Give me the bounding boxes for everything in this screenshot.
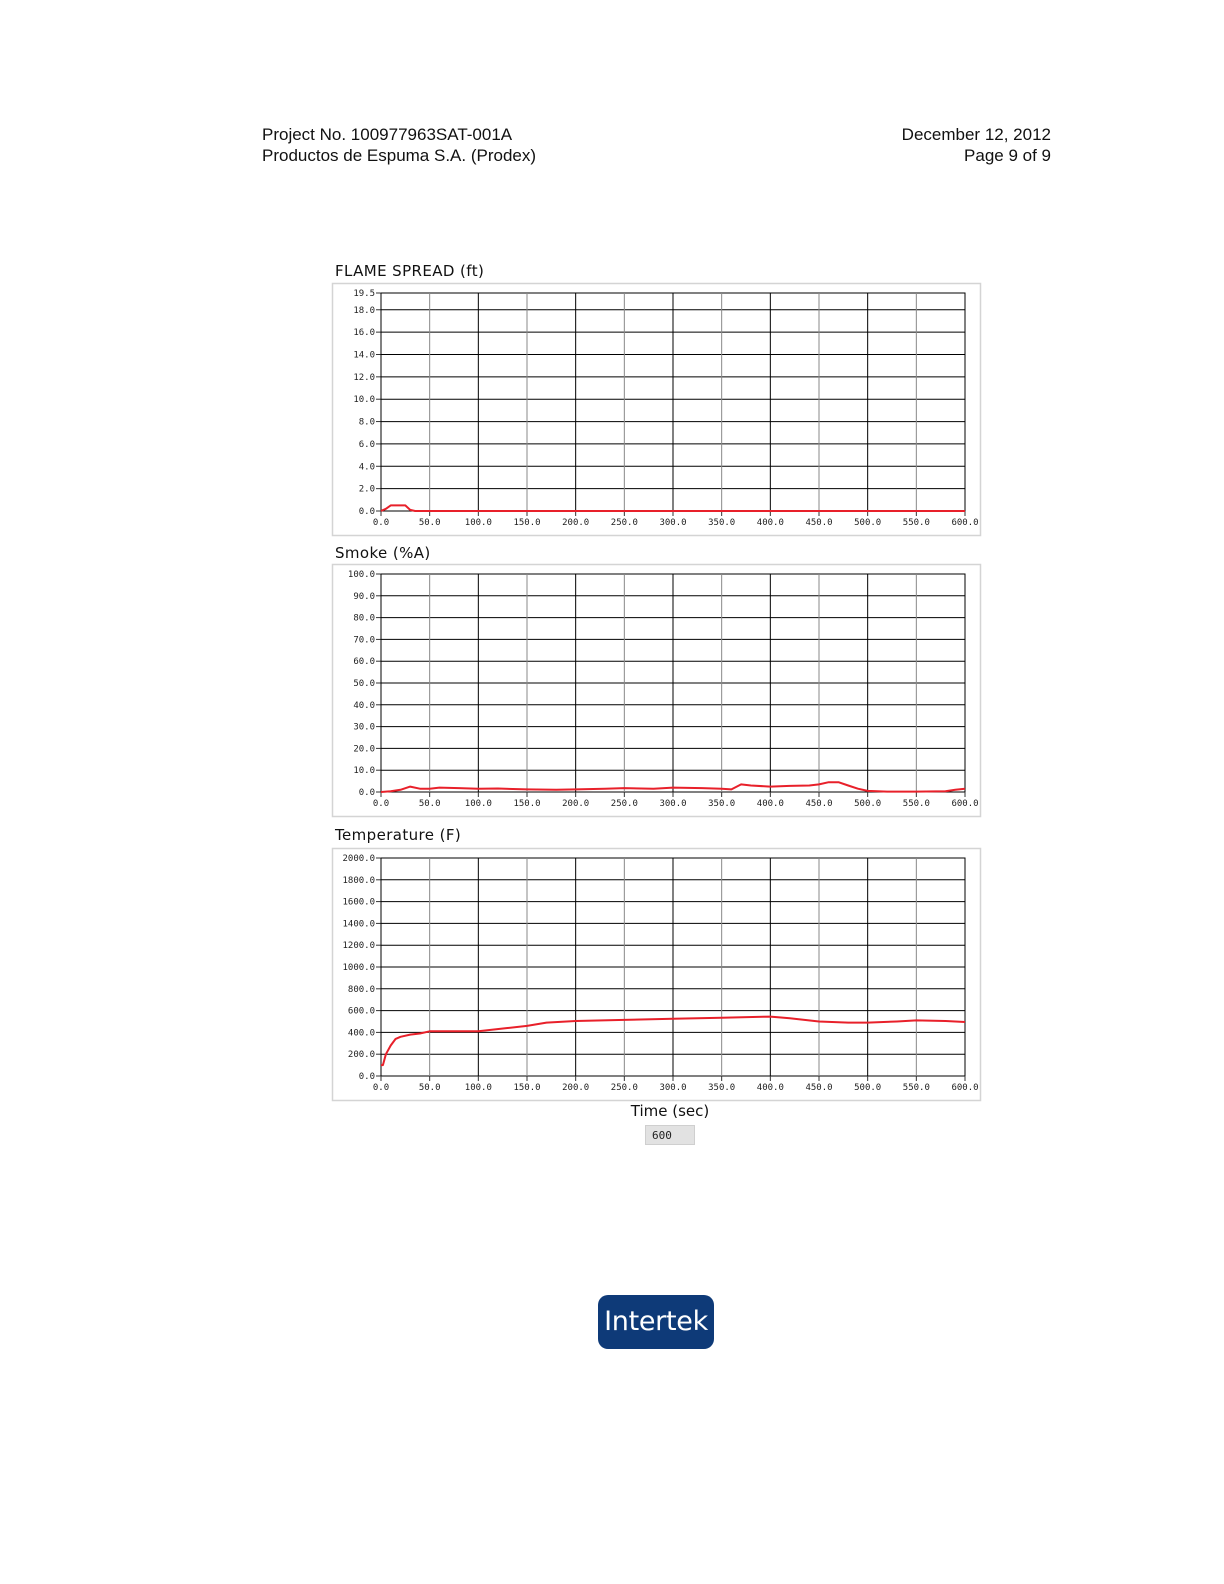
y-tick-label: 10.0 (353, 766, 375, 777)
x-axis-label: Time (sec) (630, 1102, 710, 1120)
header-right (860, 124, 1051, 166)
x-tick-label: 450.0 (805, 1083, 833, 1093)
x-tick-label: 150.0 (513, 518, 541, 528)
x-tick-label: 150.0 (513, 799, 541, 809)
x-tick-label: 0.0 (372, 1083, 390, 1093)
y-tick-label: 1400.0 (342, 919, 375, 930)
x-tick-label: 500.0 (854, 1083, 882, 1093)
x-tick-label: 400.0 (756, 799, 784, 809)
x-tick-label: 50.0 (418, 1083, 441, 1093)
y-tick-label: 1600.0 (342, 897, 375, 908)
x-tick-label: 250.0 (610, 799, 638, 809)
y-tick-label: 0.0 (358, 507, 375, 517)
x-tick-label: 350.0 (708, 799, 736, 809)
x-tick-label: 200.0 (562, 518, 590, 528)
x-tick-label: 200.0 (562, 1083, 590, 1093)
x-tick-label: 100.0 (464, 518, 492, 528)
y-tick-label: 800.0 (347, 984, 375, 995)
y-tick-label: 70.0 (353, 635, 375, 646)
smoke-chart (332, 564, 981, 817)
y-tick-label: 0.0 (358, 788, 375, 798)
y-tick-label: 1000.0 (342, 963, 375, 973)
y-tick-label: 4.0 (358, 462, 375, 473)
x-tick-label: 50.0 (418, 799, 441, 809)
x-tick-label: 400.0 (756, 1083, 784, 1093)
x-tick-label: 600.0 (951, 799, 979, 809)
x-tick-label: 350.0 (708, 518, 736, 528)
x-tick-label: 250.0 (610, 518, 638, 528)
y-tick-label: 16.0 (353, 328, 375, 339)
y-tick-label: 1200.0 (342, 941, 375, 952)
y-tick-label: 14.0 (353, 350, 375, 361)
smoke-title: Smoke (%A) (335, 544, 431, 562)
x-tick-label: 150.0 (513, 1083, 541, 1093)
y-tick-label: 60.0 (353, 657, 375, 668)
y-tick-label: 80.0 (353, 613, 375, 624)
y-tick-label: 30.0 (353, 722, 375, 733)
temperature-title: Temperature (F) (335, 826, 462, 844)
temperature-chart (332, 848, 981, 1101)
x-tick-label: 300.0 (659, 518, 687, 528)
y-tick-label: 20.0 (353, 744, 375, 755)
y-tick-label: 200.0 (347, 1050, 375, 1061)
x-tick-label: 450.0 (805, 799, 833, 809)
x-tick-label: 0.0 (372, 518, 390, 528)
x-tick-label: 300.0 (659, 799, 687, 809)
page-number: Page 9 of 9 (964, 146, 1051, 165)
x-tick-label: 100.0 (464, 1083, 492, 1093)
x-tick-label: 350.0 (708, 1083, 736, 1093)
x-tick-label: 550.0 (902, 799, 930, 809)
x-tick-label: 500.0 (854, 518, 882, 528)
x-tick-label: 600.0 (951, 1083, 979, 1093)
y-tick-label: 40.0 (353, 700, 375, 711)
y-tick-label: 90.0 (353, 591, 375, 602)
y-tick-label: 6.0 (358, 439, 375, 450)
x-tick-label: 200.0 (562, 799, 590, 809)
y-tick-label: 2000.0 (342, 854, 375, 864)
y-tick-label: 1800.0 (342, 875, 375, 886)
y-tick-label: 100.0 (347, 570, 375, 580)
time-display-field: 600 (645, 1125, 695, 1145)
y-tick-label: 2.0 (358, 484, 375, 495)
x-tick-label: 100.0 (464, 799, 492, 809)
x-tick-label: 400.0 (756, 518, 784, 528)
y-tick-label: 0.0 (358, 1072, 375, 1082)
x-tick-label: 50.0 (418, 518, 441, 528)
header-left (262, 124, 536, 166)
y-tick-label: 600.0 (347, 1006, 375, 1017)
x-tick-label: 300.0 (659, 1083, 687, 1093)
y-tick-label: 50.0 (353, 679, 375, 689)
client-name: Productos de Espuma S.A. (Prodex) (262, 146, 537, 165)
flame-spread-chart (332, 283, 981, 536)
flame-spread-title: FLAME SPREAD (ft) (335, 262, 485, 280)
y-tick-label: 8.0 (358, 417, 375, 428)
y-tick-label: 12.0 (353, 372, 375, 383)
y-tick-label: 19.5 (353, 289, 375, 299)
intertek-logo: Intertek (598, 1295, 714, 1349)
y-tick-label: 400.0 (347, 1028, 375, 1039)
y-tick-label: 18.0 (353, 305, 375, 316)
report-date: December 12, 2012 (901, 125, 1051, 144)
x-tick-label: 500.0 (854, 799, 882, 809)
x-tick-label: 600.0 (951, 518, 979, 528)
x-tick-label: 250.0 (610, 1083, 638, 1093)
project-number: Project No. 100977963SAT-001A (262, 125, 513, 144)
x-tick-label: 550.0 (902, 518, 930, 528)
x-tick-label: 450.0 (805, 518, 833, 528)
y-tick-label: 10.0 (353, 395, 375, 406)
x-tick-label: 0.0 (372, 799, 390, 809)
x-tick-label: 550.0 (902, 1083, 930, 1093)
